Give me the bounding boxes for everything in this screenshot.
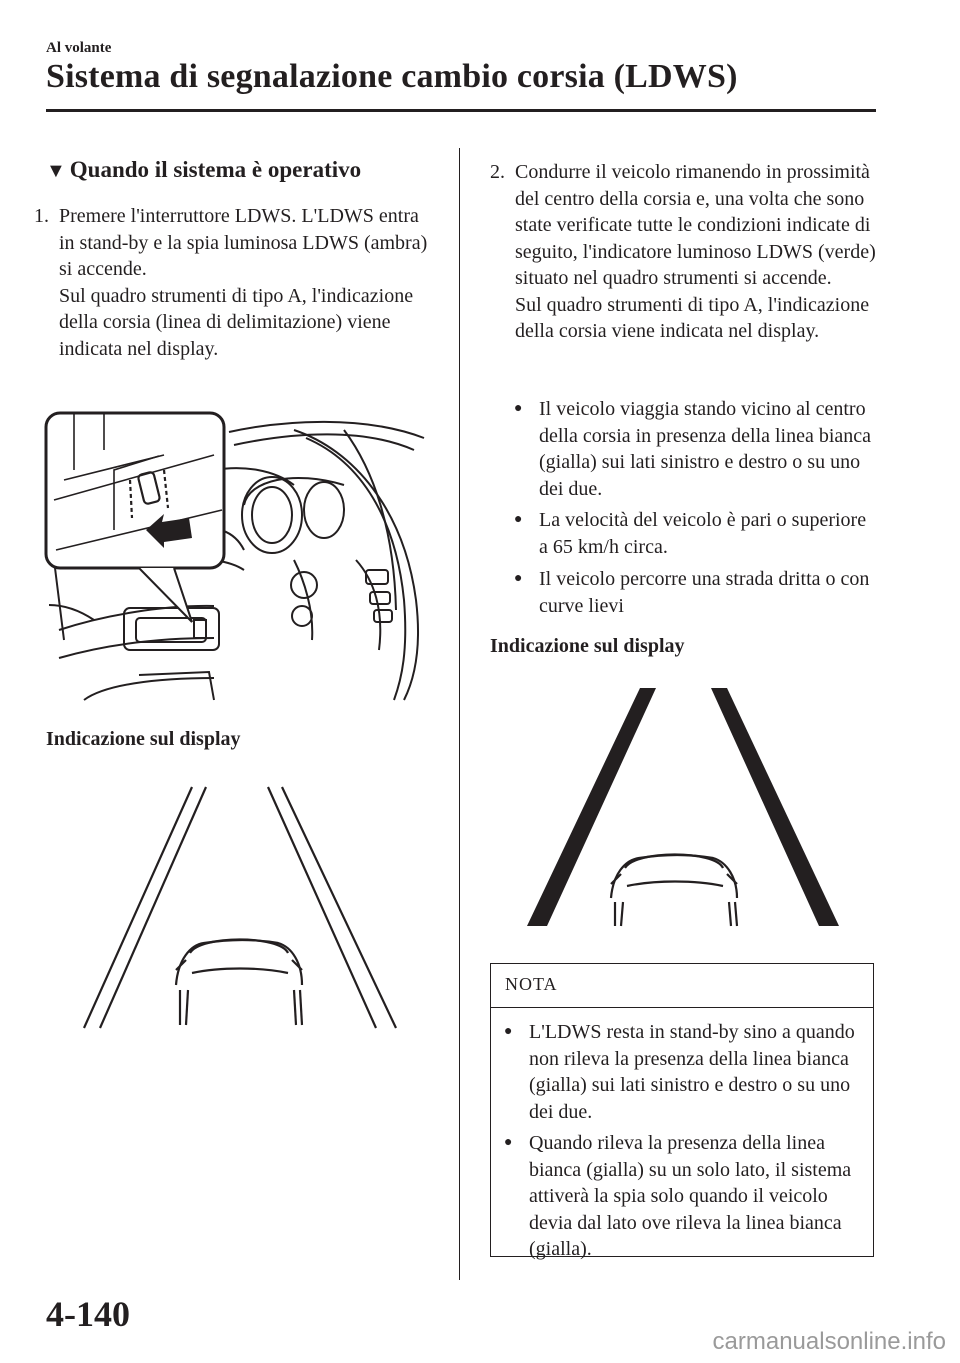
title-rule	[46, 109, 876, 112]
display-label-left: Indicazione sul display	[46, 728, 241, 750]
note-text-1: L'LDWS resta in stand-by sino a quando non rileva la presenza della linea bianca (gialla) sui lati sinistro e destro o su uno dei due.	[529, 1021, 855, 1123]
section-heading-text: Quando il sistema è operativo	[69, 157, 362, 182]
condition-text-3: Il veicolo percorre una strada dritta o con curve lievi	[539, 568, 870, 617]
condition-bullet-2	[514, 507, 876, 560]
column-divider	[459, 148, 460, 1280]
bullet-dot-icon: ●	[504, 1135, 513, 1150]
note-divider	[490, 1007, 874, 1008]
page-title: Sistema di segnalazione cambio corsia (LDWS)	[46, 58, 738, 95]
condition-bullet-1	[514, 396, 876, 502]
condition-text-2: La velocità del veicolo è pari o superiore a 65 km/h circa.	[539, 509, 867, 558]
lane-display-standby	[80, 785, 400, 1030]
step-2-number: 2.	[490, 161, 505, 183]
watermark: carmanualsonline.info	[712, 1328, 946, 1355]
note-item-1	[504, 1019, 866, 1125]
lane-display-active	[525, 688, 840, 928]
step-1-text-2: Sul quadro strumenti di tipo A, l'indicazione della corsia (linea di delimitazione) viene indicata nel display.	[59, 284, 414, 360]
note-item-2	[504, 1130, 866, 1263]
dashboard-illustration	[44, 410, 434, 700]
triangle-down-icon: ▼	[46, 160, 66, 182]
step-1	[34, 203, 434, 362]
bullet-dot-icon: ●	[514, 512, 523, 527]
step-2-text: Condurre il veicolo rimanendo in prossimità del centro della corsia e, una volta che sono state verificate tutte le condizioni indicate di seguito, l'indicatore luminoso LDWS (verde) situato nel quadro strumenti si accende.	[515, 161, 876, 289]
note-label: NOTA	[505, 974, 558, 994]
step-2	[490, 159, 880, 345]
bullet-dot-icon: ●	[504, 1024, 513, 1039]
step-2-text-2: Sul quadro strumenti di tipo A, l'indicazione della corsia viene indicata nel display.	[515, 293, 870, 342]
condition-text-1: Il veicolo viaggia stando vicino al centro della corsia in presenza della linea bianca (gialla) sui lati sinistro e destro o su uno dei due.	[539, 398, 872, 500]
section-heading	[46, 157, 361, 183]
step-1-number: 1.	[34, 205, 49, 227]
display-label-right: Indicazione sul display	[490, 635, 685, 657]
page-number: 4-140	[46, 1294, 130, 1334]
condition-bullet-3	[514, 566, 876, 619]
bullet-dot-icon: ●	[514, 571, 523, 586]
section-label: Al volante	[46, 40, 112, 56]
bullet-dot-icon: ●	[514, 401, 523, 416]
step-1-text: Premere l'interruttore LDWS. L'LDWS entra in stand-by e la spia luminosa LDWS (ambra) si accende.	[59, 205, 428, 280]
note-text-2: Quando rileva la presenza della linea bianca (gialla) su un solo lato, il sistema attiverà la spia solo quando il veicolo devia dal lato ove rileva la linea bianca (gialla).	[529, 1132, 852, 1260]
